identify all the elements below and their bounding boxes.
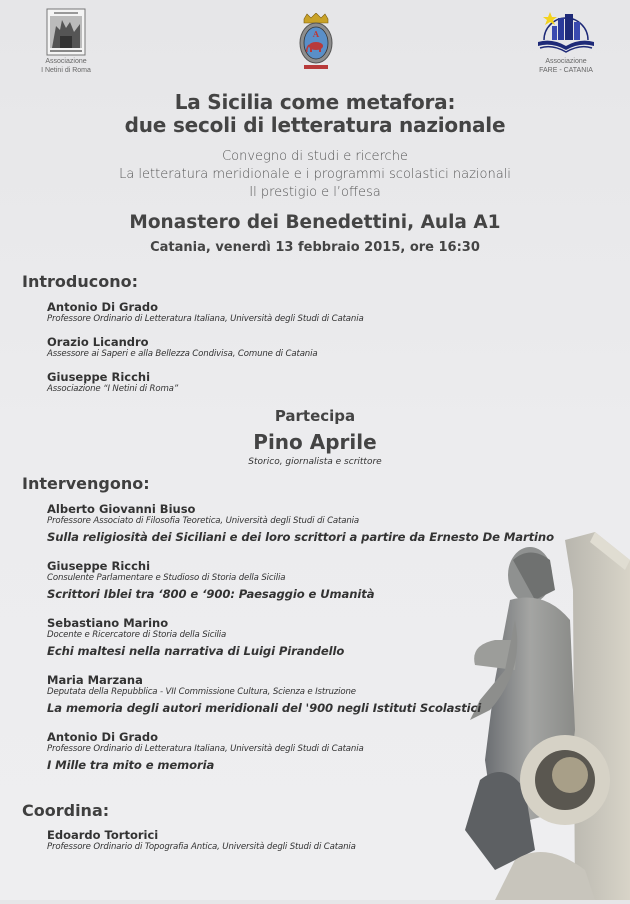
list-item — [47, 300, 364, 325]
subtitle-line-1: Convegno di studi e ricerche — [222, 149, 408, 164]
title-line-1: La Sicilia come metafora: — [174, 90, 456, 114]
title-line-2: due secoli di letteratura nazionale — [124, 113, 506, 137]
logo-left-caption-1: Associazione — [45, 58, 87, 65]
speaker-name: Antonio Di Grado — [47, 730, 159, 744]
list-item — [47, 559, 374, 602]
speaker-name: Giuseppe Ricchi — [47, 559, 151, 573]
list-item — [47, 730, 364, 773]
speaker-name: Edoardo Tortorici — [47, 828, 159, 842]
talk-title: Scrittori Iblei tra ‘800 e ‘900: Paesaggio e Umanità — [47, 587, 375, 601]
logo-netini-di-roma — [46, 8, 86, 56]
speaker-role: Deputata della Repubblica - VII Commissione Cultura, Scienza e Istruzione — [47, 687, 356, 697]
introducono-heading: Introducono: — [22, 272, 138, 291]
netini-engraving-icon — [46, 8, 86, 56]
list-item — [47, 370, 178, 395]
speaker-role: Assessore ai Saperi e alla Bellezza Condivisa, Comune di Catania — [47, 349, 318, 359]
speaker-name: Giuseppe Ricchi — [47, 370, 151, 384]
speaker-role: Professore Ordinario di Topografia Antica, Università degli Studi di Catania — [47, 842, 356, 852]
intervengono-heading: Intervengono: — [22, 474, 150, 493]
statue-image — [455, 530, 630, 900]
speaker-role: Docente e Ricercatore di Storia della Sicilia — [47, 630, 227, 640]
speaker-name: Maria Marzana — [47, 673, 143, 687]
speaker-name: Antonio Di Grado — [47, 300, 159, 314]
coat-of-arms-elephant-icon — [297, 13, 335, 71]
subtitle-line-2: La letteratura meridionale e i programmi scolastici nazionali — [119, 167, 511, 182]
logo-left-caption-2: I Netini di Roma — [41, 67, 91, 74]
speaker-role: Consulente Parlamentare e Studioso di Storia della Sicilia — [47, 573, 286, 583]
subtitle-line-3: Il prestigio e l’offesa — [249, 185, 381, 200]
talk-title: I Mille tra mito e memoria — [47, 758, 215, 772]
logo-right-caption-2: FARE - CATANIA — [539, 67, 593, 74]
list-item — [47, 335, 317, 360]
speaker-role: Professore Ordinario di Letteratura Italiana, Università degli Studi di Catania — [47, 744, 364, 754]
speaker-name: Sebastiano Marino — [47, 616, 169, 630]
coordina-heading: Coordina: — [22, 801, 110, 820]
talk-title: Echi maltesi nella narrativa di Luigi Pirandello — [47, 644, 345, 658]
list-item — [47, 828, 356, 853]
speaker-role: Associazione “I Netini di Roma” — [47, 384, 179, 394]
speaker-role: Professore Ordinario di Letteratura Italiana, Università degli Studi di Catania — [47, 314, 364, 324]
baroque-statue-icon — [455, 530, 630, 900]
talk-title: Sulla religiosità dei Siciliani e dei loro scrittori a partire da Ernesto De Martino — [47, 530, 554, 544]
partecipa-role: Storico, giornalista e scrittore — [248, 457, 382, 467]
speaker-role: Professore Associato di Filosofia Teoretica, Università degli Studi di Catania — [47, 516, 360, 526]
logo-right-caption-1: Associazione — [545, 58, 587, 65]
event-date: Catania, venerdì 13 febbraio 2015, ore 16:30 — [150, 240, 480, 255]
book-city-star-icon — [536, 10, 596, 54]
partecipa-heading: Partecipa — [274, 407, 356, 425]
list-item — [47, 673, 481, 716]
list-item — [47, 502, 554, 545]
venue: Monastero dei Benedettini, Aula A1 — [129, 212, 501, 233]
logo-fare-catania — [536, 10, 596, 54]
speaker-name: Orazio Licandro — [47, 335, 149, 349]
logo-comune-catania — [297, 13, 335, 71]
svg-text:A: A — [312, 29, 320, 39]
speaker-name: Alberto Giovanni Biuso — [47, 502, 196, 516]
list-item — [47, 616, 344, 659]
talk-title: La memoria degli autori meridionali del '900 negli Istituti Scolastici — [47, 701, 482, 715]
partecipa-name: Pino Aprile — [253, 430, 377, 454]
